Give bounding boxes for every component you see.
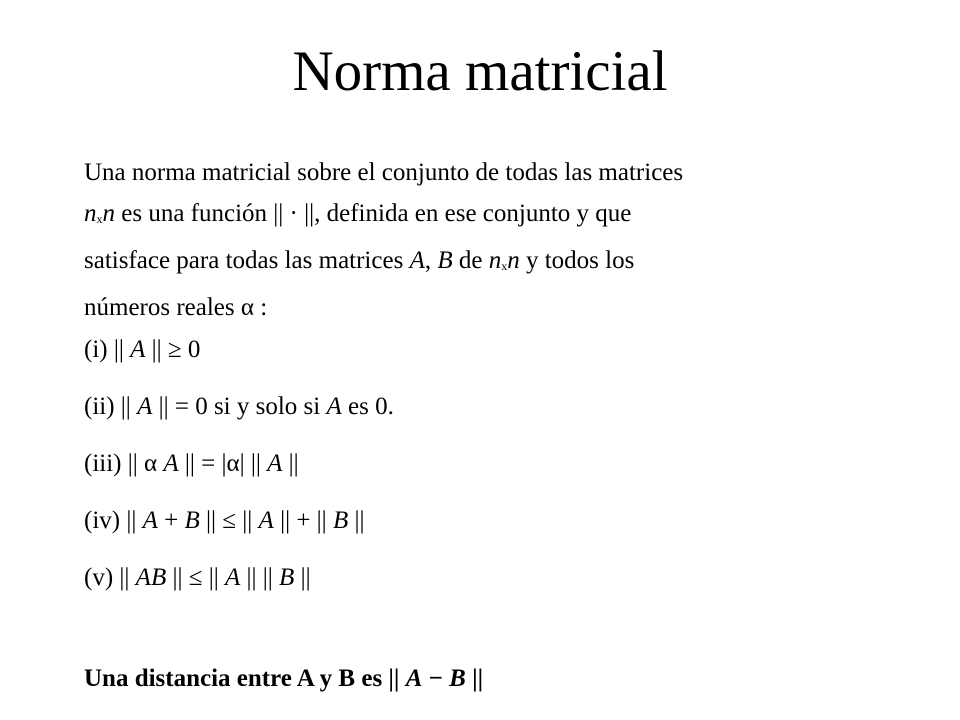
property-text: || + ||: [273, 507, 333, 534]
dimension-x: x: [96, 212, 103, 226]
matrix-a: A: [224, 564, 241, 591]
definition-paragraph: [84, 152, 884, 328]
property-i: [84, 333, 200, 367]
distance-text: ||: [465, 665, 484, 692]
property-text: || ≤ ||: [166, 564, 225, 591]
definition-text: satisface para todas las matrices: [84, 247, 410, 274]
property-text: (iv) ||: [84, 507, 143, 534]
property-text: (ii) ||: [84, 393, 138, 420]
property-text: (v) ||: [84, 564, 136, 591]
definition-text: ,: [424, 247, 438, 274]
distance-text: Una distancia entre A y B es ||: [84, 665, 406, 692]
property-ii: [84, 390, 394, 424]
property-text: || = |α| ||: [178, 450, 268, 477]
matrix-a: A: [409, 247, 425, 274]
definition-text: es una función || · ||, definida en ese conjunto y que: [115, 200, 632, 227]
distance-text: −: [422, 665, 450, 692]
definition-line-4: números reales α :: [84, 294, 268, 321]
property-text: || ≤ ||: [199, 507, 259, 534]
matrix-b: B: [437, 247, 453, 274]
matrix-a: A: [130, 336, 146, 363]
property-text: (iii) || α: [84, 450, 164, 477]
matrix-ab: AB: [135, 564, 167, 591]
property-text: || ||: [240, 564, 280, 591]
definition-line-1: Una norma matricial sobre el conjunto de todas las matrices: [84, 159, 684, 186]
property-text: ||: [348, 507, 365, 534]
matrix-a: A: [326, 393, 342, 420]
dimension-x: x: [501, 259, 508, 273]
property-text: (i) ||: [84, 336, 131, 363]
property-text: || = 0 si y solo si: [152, 393, 327, 420]
matrix-b: B: [279, 564, 295, 591]
property-iii: [84, 447, 299, 481]
matrix-a: A: [137, 393, 153, 420]
distance-definition: [84, 662, 483, 696]
property-text: || ≥ 0: [145, 336, 201, 363]
definition-text: de: [452, 247, 489, 274]
property-text: es 0.: [341, 393, 394, 420]
matrix-a: A: [405, 665, 423, 692]
property-text: ||: [294, 564, 311, 591]
matrix-a: A: [142, 507, 158, 534]
property-text: +: [157, 507, 185, 534]
definition-line-3: [84, 240, 884, 287]
dimension-n: n: [488, 247, 502, 274]
definition-text: y todos los: [519, 247, 635, 274]
dimension-n: n: [84, 200, 97, 227]
slide-title: Norma matricial: [292, 40, 668, 103]
matrix-a: A: [267, 450, 283, 477]
matrix-b: B: [332, 507, 349, 534]
property-iv: [84, 504, 364, 538]
dimension-n: n: [507, 247, 520, 274]
matrix-a: A: [258, 507, 274, 534]
definition-line-2: [84, 193, 884, 240]
matrix-b: B: [449, 665, 466, 692]
dimension-n: n: [102, 200, 115, 227]
matrix-a: A: [163, 450, 179, 477]
matrix-b: B: [184, 507, 200, 534]
property-text: ||: [282, 450, 299, 477]
property-v: [84, 561, 311, 595]
